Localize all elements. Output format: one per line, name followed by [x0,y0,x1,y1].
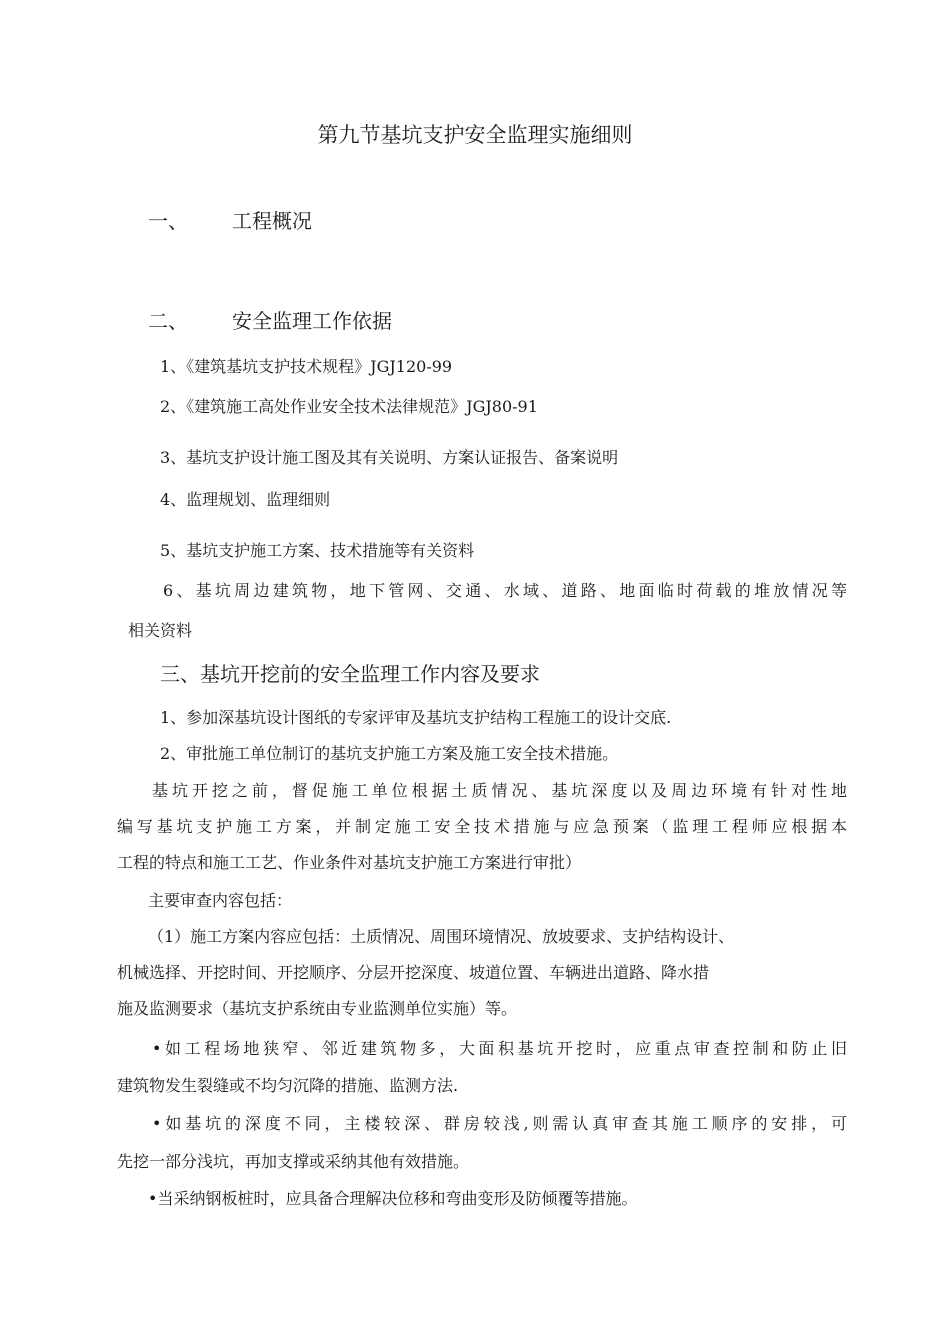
bullet-line: •如工程场地狭窄、邻近建筑物多，大面积基坑开挖时，应重点审查控制和防止旧 [152,1039,847,1058]
section-title: 工程概况 [232,209,312,233]
paragraph-line: 编写基坑支护施工方案，并制定施工安全技术措施与应急预案（监理工程师应根据本 [117,817,847,836]
requirement-item: 1、参加深基坑设计图纸的专家评审及基坑支护结构工程施工的设计交底. [160,708,672,727]
basis-item: 2、《建筑施工高处作业安全技术法律规范》JGJ80-91 [160,397,538,416]
basis-item: 5、基坑支护施工方案、技术措施等有关资料 [160,541,475,560]
section-heading-requirements: 三、基坑开挖前的安全监理工作内容及要求 [160,662,540,686]
section-heading-overview [148,208,312,234]
section-number: 二、 [148,309,188,333]
section-number: 一、 [148,209,188,233]
paragraph-line: 工程的特点和施工工艺、作业条件对基坑支护施工方案进行审批） [117,853,582,872]
section-heading-basis [148,308,392,334]
basis-item: 1、《建筑基坑支护技术规程》JGJ120-99 [160,357,453,376]
basis-item: 6、基坑周边建筑物，地下管网、交通、水域、道路、地面临时荷载的堆放情况等 [163,581,847,600]
review-line: 机械选择、开挖时间、开挖顺序、分层开挖深度、坡道位置、车辆进出道路、降水措 [117,963,710,982]
paragraph-line: 基坑开挖之前，督促施工单位根据土质情况、基坑深度以及周边环境有针对性地 [152,781,847,800]
review-line: 施及监测要求（基坑支护系统由专业监测单位实施）等。 [117,999,518,1018]
bullet-line: 建筑物发生裂缝或不均匀沉降的措施、监测方法. [117,1076,459,1095]
basis-item: 3、基坑支护设计施工图及其有关说明、方案认证报告、备案说明 [160,448,619,467]
review-line: （1）施工方案内容应包括：土质情况、周围环境情况、放坡要求、支护结构设计、 [148,927,735,946]
bullet-line: •当采纳钢板桩时，应具备合理解决位移和弯曲变形及防倾覆等措施。 [148,1189,638,1208]
review-intro: 主要审查内容包括： [148,891,293,910]
bullet-line: 先挖一部分浅坑，再加支撑或采纳其他有效措施。 [117,1152,470,1171]
bullet-line: •如基坑的深度不同，主楼较深、群房较浅,则需认真审查其施工顺序的安排，可 [152,1114,847,1133]
basis-item-continuation: 相关资料 [128,621,193,640]
basis-item: 4、监理规划、监理细则 [160,490,331,509]
section-title: 安全监理工作依据 [232,309,392,333]
requirement-item: 2、审批施工单位制订的基坑支护施工方案及施工安全技术措施。 [160,744,619,763]
document-title: 第九节基坑支护安全监理实施细则 [317,123,633,147]
